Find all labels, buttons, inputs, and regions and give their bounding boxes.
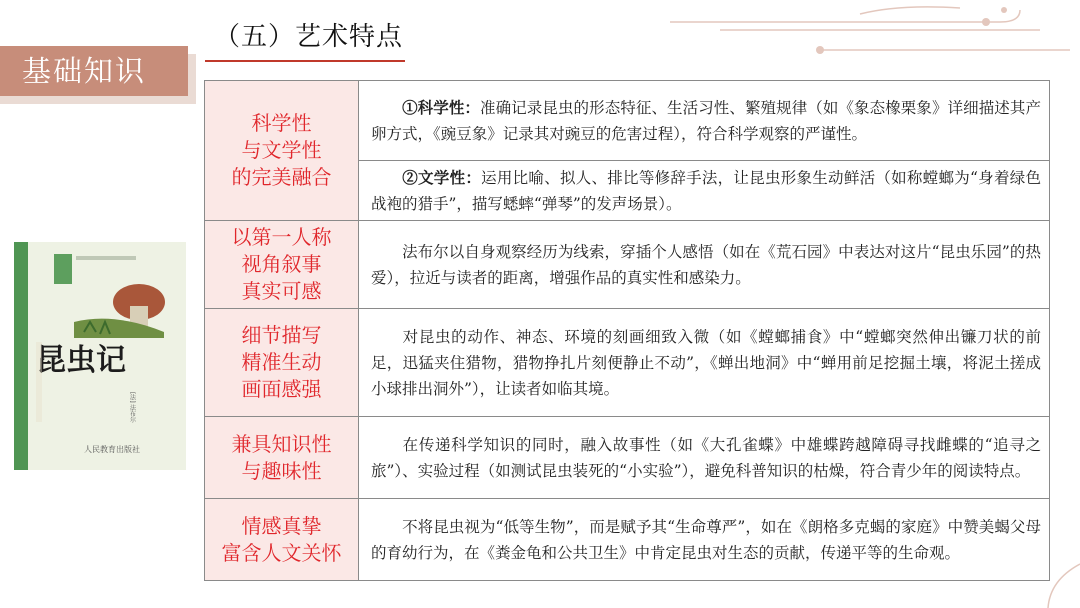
- table-row: [205, 309, 1050, 417]
- row-label: 情感真挚 富含人文关怀: [205, 499, 359, 581]
- sidebar-tab: 基础知识: [0, 46, 188, 96]
- table-row: [205, 221, 1050, 309]
- book-title: 昆虫记: [36, 343, 126, 378]
- row-label: 以第一人称 视角叙事 真实可感: [205, 221, 359, 309]
- table-row: [205, 81, 1050, 161]
- row-description: 不将昆虫视为“低等生物”，而是赋予其“生命尊严”，如在《朗格多克蝎的家庭》中赞美蝎父母的育幼行为，在《粪金龟和公共卫生》中肯定昆虫对生态的贡献，传递平等的生命观。: [359, 499, 1050, 581]
- row-description: 对昆虫的动作、神态、环境的刻画细致入微（如《螳螂捕食》中“螳螂突然伸出镰刀状的前足，迅猛夹住猎物，猎物挣扎片刻便静止不动”，《蝉出地洞》中“蝉用前足挖掘土壤，将泥土搓成小球排出洞外”），让读者如临其境。: [359, 309, 1050, 417]
- row-description: ①科学性：准确记录昆虫的形态特征、生活习性、繁殖规律（如《象态橡栗象》详细描述其产卵方式，《豌豆象》记录其对豌豆的危害过程），符合科学观察的严谨性。: [359, 81, 1050, 161]
- book-author: [法] 法布尔: [128, 392, 136, 423]
- book-cover-image: [14, 242, 186, 470]
- table-row: [205, 417, 1050, 499]
- row-description: ②文学性：运用比喻、拟人、排比等修辞手法，让昆虫形象生动鲜活（如称螳螂为“身着绿色战袍的猎手”，描写蟋蟀“弹琴”的发声场景）。: [359, 161, 1050, 221]
- decorative-lines: [660, 0, 1080, 60]
- row-description: 在传递科学知识的同时，融入故事性（如《大孔雀蝶》中雄蝶跨越障碍寻找雌蝶的“追寻之旅”）、实验过程（如测试昆虫装死的“小实验”），避免科普知识的枯燥，符合青少年的阅读特点。: [359, 417, 1050, 499]
- book-publisher: 人民教育出版社: [84, 445, 140, 454]
- row-label: 细节描写 精准生动 画面感强: [205, 309, 359, 417]
- row-label: 兼具知识性 与趣味性: [205, 417, 359, 499]
- section-title: （五）艺术特点: [214, 22, 404, 52]
- row-description: 法布尔以自身观察经历为线索，穿插个人感悟（如在《荒石园》中表达对这片“昆虫乐园”的热爱），拉近与读者的距离，增强作品的真实性和感染力。: [359, 221, 1050, 309]
- row-label: 科学性 与文学性 的完美融合: [205, 81, 359, 221]
- table-row: [205, 499, 1050, 581]
- title-underline: [205, 60, 405, 62]
- art-features-table: [204, 80, 1050, 581]
